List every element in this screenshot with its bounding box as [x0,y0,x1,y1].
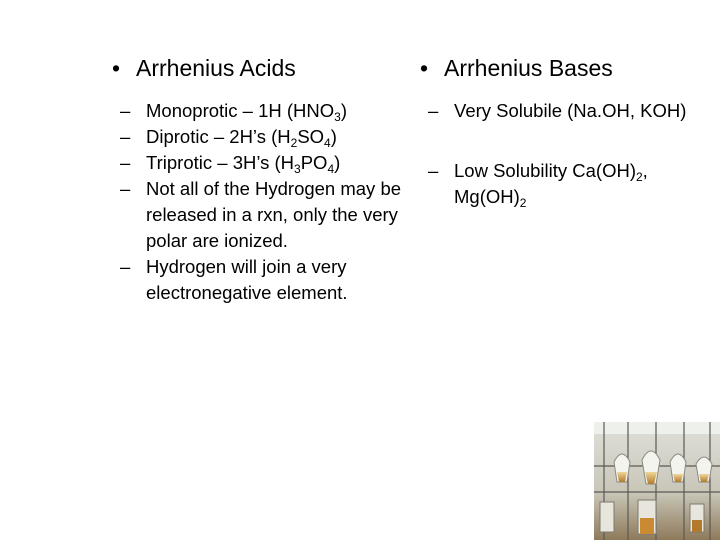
item-text: ) [334,152,341,173]
item-text: Diprotic – 2H’s (H [146,126,291,147]
dash-icon: – [120,100,131,121]
bases-list [420,98,712,210]
subscript: 3 [334,110,341,124]
acids-column [112,52,404,306]
dash-icon: – [120,256,131,277]
item-text: Triprotic – 3H’s (H [146,152,295,173]
list-item [112,150,404,176]
subscript: 2 [635,170,643,184]
bullet-icon: • [112,55,121,81]
lab-glassware-icon [594,422,720,540]
subscript: 2 [290,136,298,150]
item-text: ) [340,100,348,121]
item-text: SO [297,126,325,147]
dash-icon: – [120,126,131,147]
list-item [420,158,712,210]
bullet-icon: • [420,55,429,81]
dash-icon: – [120,152,131,173]
acids-heading-text: Arrhenius Acids [136,55,296,81]
item-text: , Mg(OH) [454,160,648,207]
item-text: Low Solubility Ca(OH) [454,160,636,181]
item-text: Hydrogen will join a very electronegative element. [146,256,348,303]
bases-heading [420,52,712,84]
item-text: Very Solubile (Na.OH, KOH) [454,100,687,121]
dash-icon: – [120,178,131,199]
dash-icon: – [428,100,439,121]
subscript: 3 [294,162,301,176]
bases-heading-text: Arrhenius Bases [444,55,613,81]
lab-glassware-photo [594,422,720,540]
item-text: ) [330,126,337,147]
bases-column [420,52,712,210]
list-item [420,98,712,124]
item-text: PO [300,152,328,173]
list-item [112,176,404,254]
list-item [112,254,404,306]
subscript: 4 [324,136,331,150]
subscript: 2 [519,196,527,210]
item-text: Not all of the Hydrogen may be released in a rxn, only the very polar are ionized. [146,178,402,251]
item-text: Monoprotic – 1H (HNO [146,100,335,121]
list-item [112,124,404,150]
subscript: 4 [327,162,335,176]
list-item [112,98,404,124]
dash-icon: – [428,160,439,181]
acids-heading [112,52,404,84]
acids-list [112,98,404,306]
